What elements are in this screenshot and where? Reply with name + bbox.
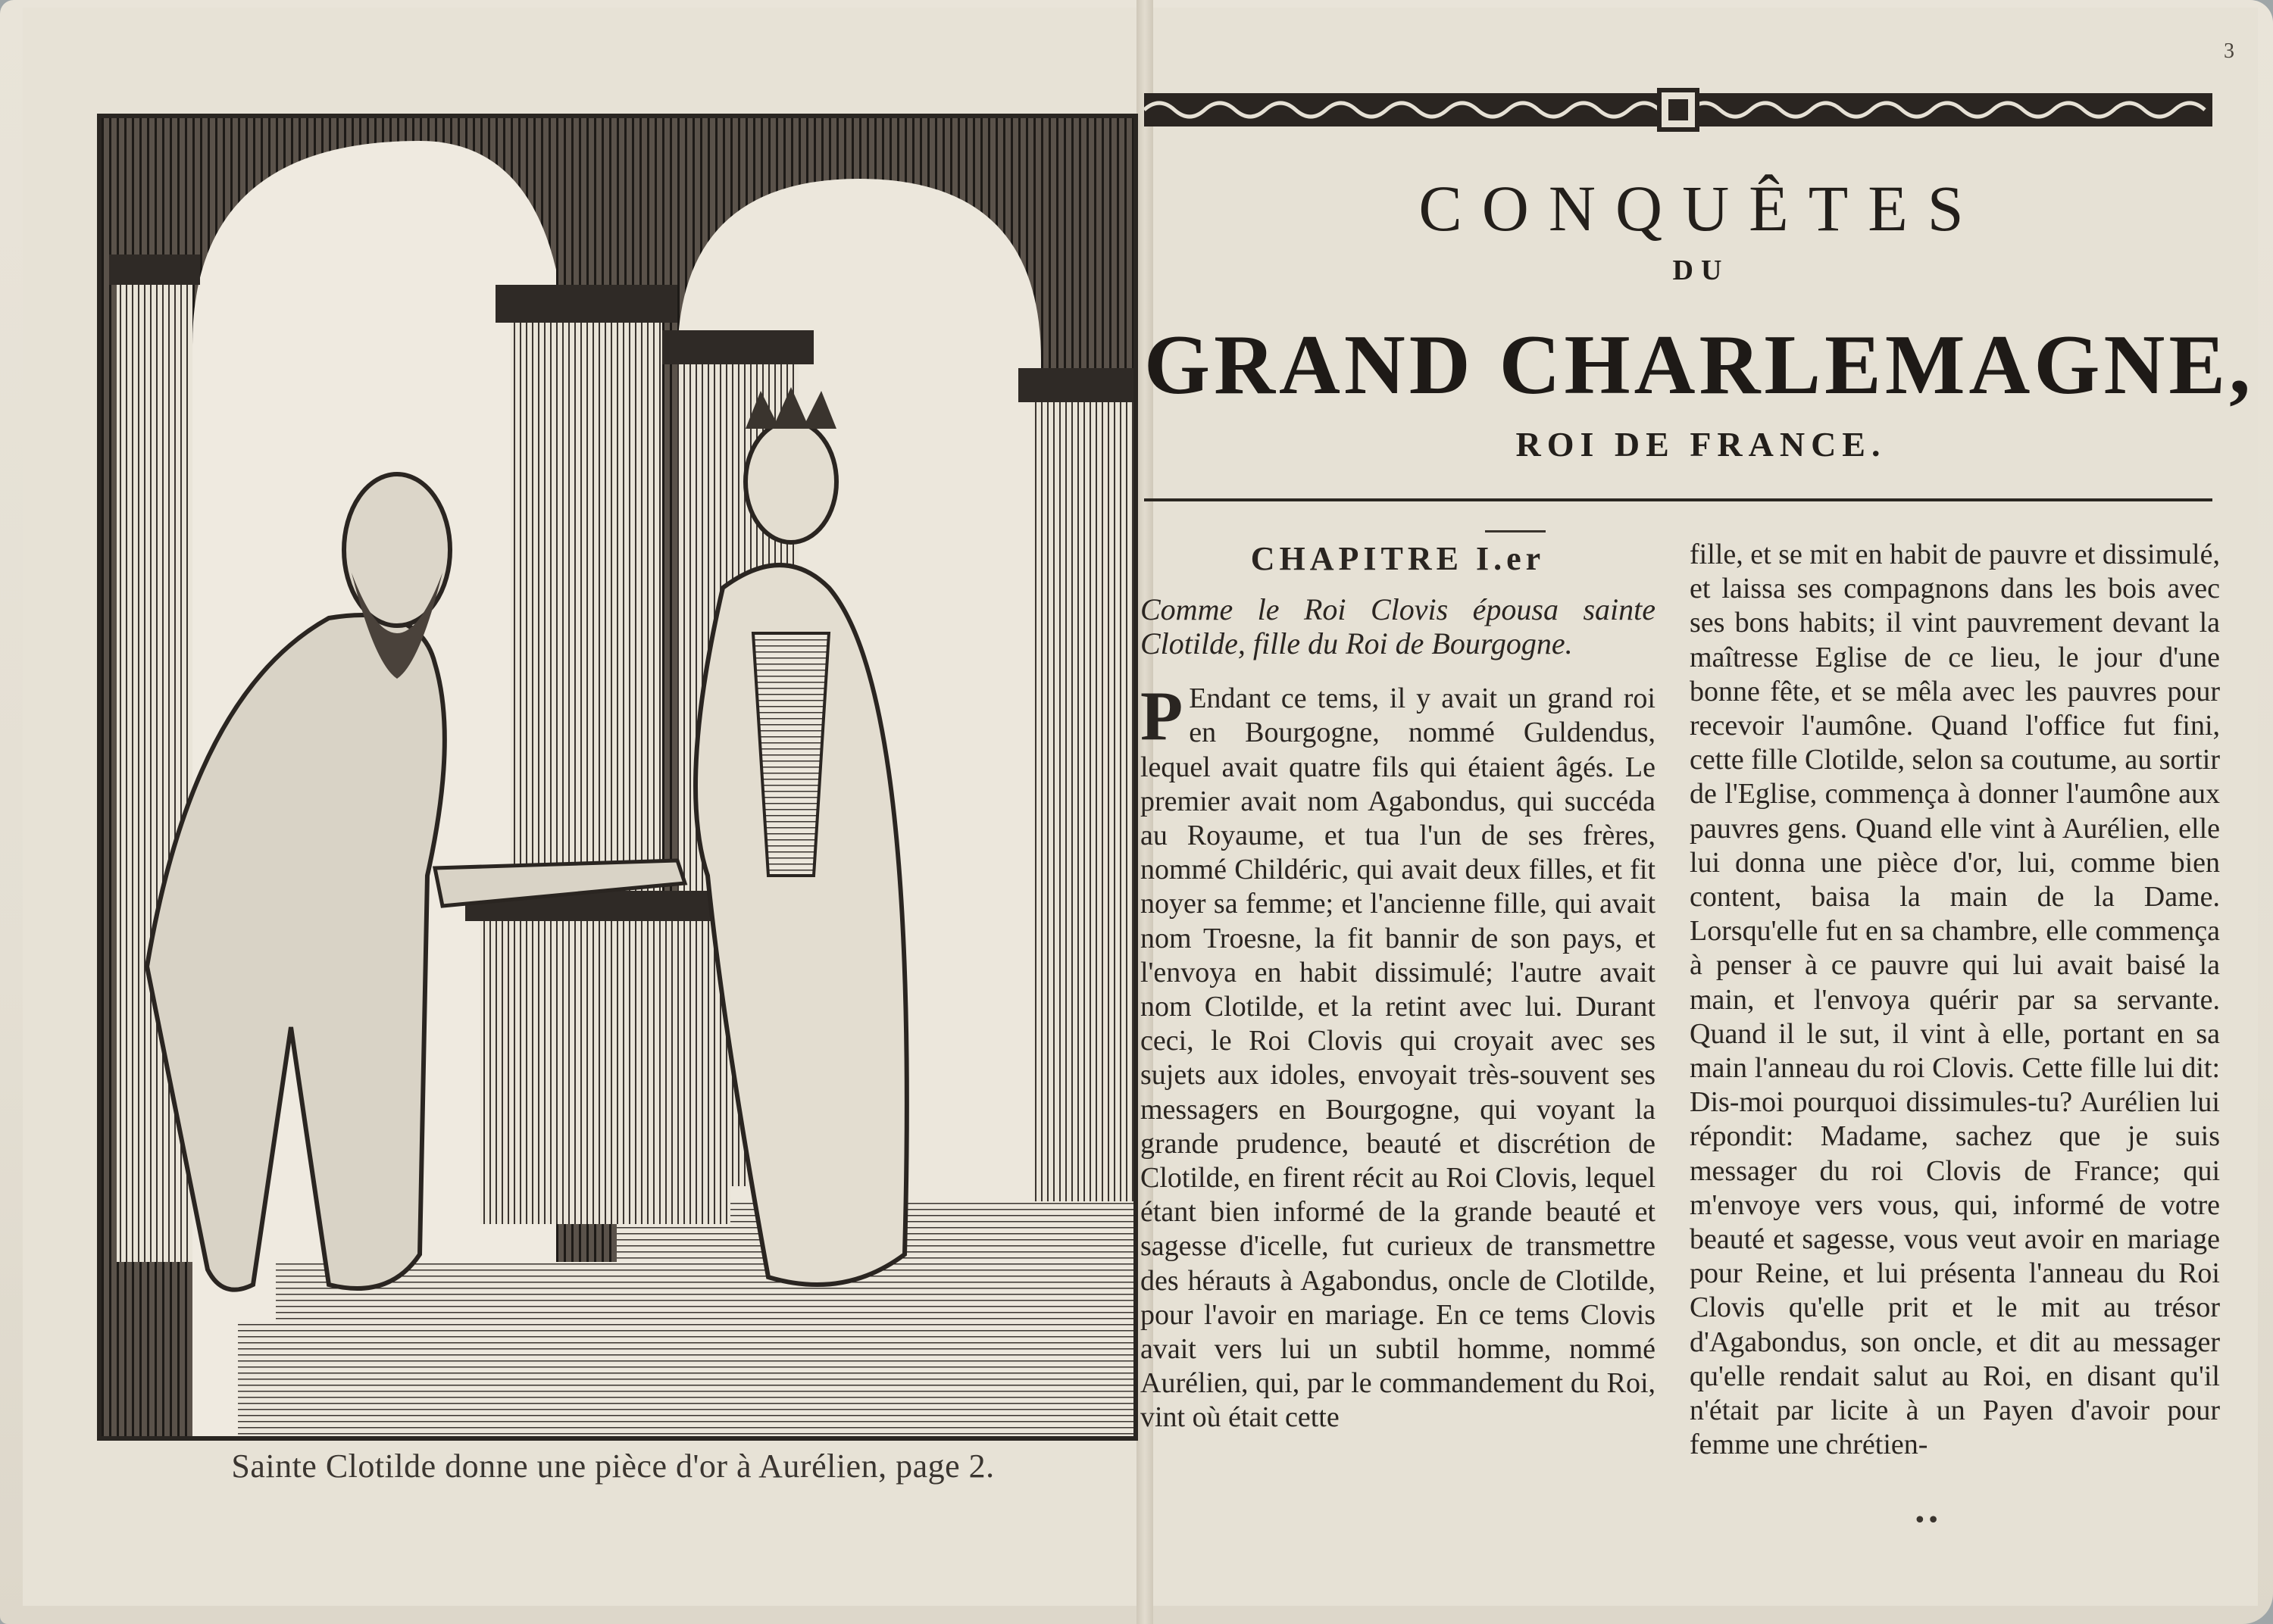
chapter-subtitle: Comme le Roi Clovis épousa sainte Clotilde, fille du Roi de Bourgogne. <box>1140 592 1656 661</box>
body-paragraph-left: Endant ce tems, il y avait un grand roi en Bourgogne, nommé Guldendus, lequel avait quatre fils qui étaient âgés. Le premier avait nom Agabondus, qui succéda au Royaume, et tua l'un de ses frères, nommé Childéric, qui avait deux filles, et fit noyer sa femme; et l'ancienne fille, qui avait nom Troesne, la fit bannir de son pays, et l'envoya en habit dissimulé; l'autre avait nom Clotilde, et la retint avec lui. Durant ceci, le Roi Clovis qui croyait avec ses sujets aux idoles, envoyait très-souvent ses messagers en Bourgogne, qui voyant la grande prudence, beauté et discrétion de Clotilde, en firent récit au Roi Clovis, lequel étant bien informé de la grande beauté et sagesse d'icelle, fut curieux de transmettre des hérauts à Agabondus, oncle de Clotilde, pour l'avoir en mariage. En ce tems Clovis avait vers lui un subtil homme, nommé Aurélien, qui, par le commandement du Roi, vint où était cette <box>1140 682 1656 1434</box>
title-roi-de-france: ROI DE FRANCE. <box>1515 425 1887 464</box>
text-column-right <box>1690 538 2220 1462</box>
title-du: DU <box>1672 255 1730 286</box>
illustration-caption: Sainte Clotilde donne une pièce d'or à Aurélien, page 2. <box>231 1448 995 1485</box>
woodcut-drawing <box>102 118 1133 1436</box>
drop-cap: P <box>1140 677 1183 755</box>
ornamental-border <box>1144 87 2212 133</box>
title-rule <box>1144 498 2212 501</box>
body-paragraph-right: fille, et se mit en habit de pauvre et dissimulé, et laissa ses compagnons dans les bois avec ses bons habits; il vint pauvrement devant la maîtresse Eglise de ce lieu, le jour d'une bonne fête, et se mêla avec les pauvres pour recevoir l'aumône. Quand l'office fut fini, cette fille Clotilde, selon sa coutume, au sortir de l'Eglise, commença à donner l'aumône aux pauvres gens. Quand elle vint à Aurélien, elle lui donna une pièce d'or, lui, comme bien content, baisa la main de la Dame. Lorsqu'elle fut en sa chambre, elle commença à penser à ce pauvre qui lui avait baisé la main, et l'envoya quérir par sa servante. Quand il le sut, il vint à elle, portant en sa main l'anneau du roi Clovis. Cette fille lui dit: Dis-moi pourquoi dissimules-tu? Aurélien lui répondit: Madame, sachez que je suis messager du roi Clovis de France; qui m'envoye vers vous, qui, informé de votre beauté et sagesse, vous veut avoir en mariage pour Reine, et lui présenta l'anneau du Roi Clovis qu'elle prit et le mit au trésor d'Agabondus, son oncle, et dit au messager qu'elle rendait salut au Roi, en disant qu'il n'était par licite à un Payen d'avoir pour femme une chrétien- <box>1690 539 2220 1461</box>
woodcut-illustration <box>97 114 1138 1441</box>
chapter-rule <box>1485 530 1546 532</box>
body-text-left <box>1140 677 1656 1435</box>
title-conquetes: CONQUÊTES <box>1418 172 1984 245</box>
title-grand-charlemagne: GRAND CHARLEMAGNE, <box>1144 318 2255 412</box>
text-column-left <box>1140 542 1656 1435</box>
chapter-heading: CHAPITRE I.er <box>1250 540 1546 577</box>
signature-mark: •• <box>1913 1507 1940 1534</box>
page-number: 3 <box>2224 39 2234 63</box>
